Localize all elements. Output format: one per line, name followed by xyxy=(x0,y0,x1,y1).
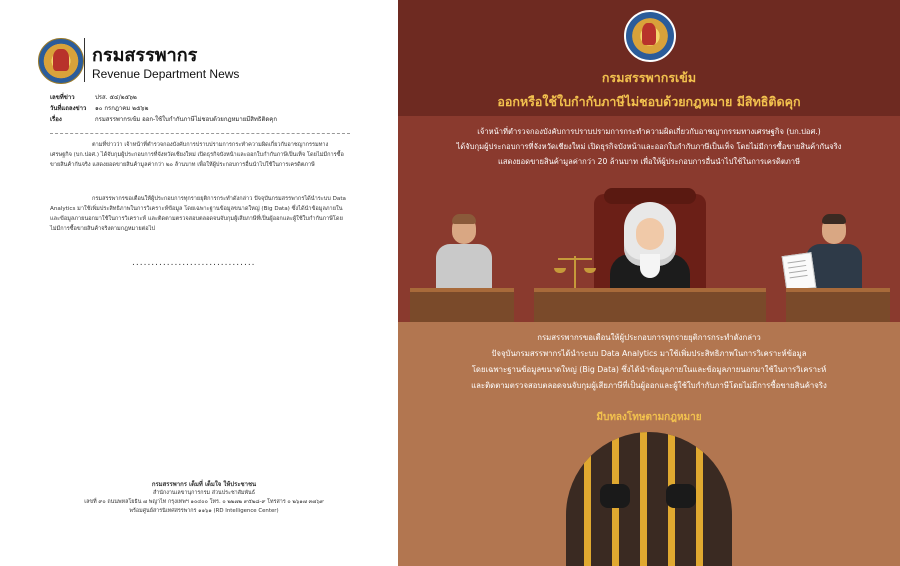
penalty-notice: มีบทลงโทษตามกฎหมาย xyxy=(596,412,702,423)
judge-jabot xyxy=(640,254,660,278)
warning-line: ปัจจุบันกรมสรรพากรได้นำระบบ Data Analytics มาใช้เพิ่มประสิทธิภาพในการวิเคราะห์ข้อมูล xyxy=(491,349,807,358)
defendant-hair xyxy=(452,214,476,224)
header-rule xyxy=(50,133,350,134)
meta-row-subject xyxy=(50,114,370,125)
judge-bench xyxy=(534,288,766,326)
brand-title-english: Revenue Department News xyxy=(92,67,240,81)
warning-message xyxy=(410,330,888,394)
document-footer xyxy=(54,480,354,516)
jail-bar xyxy=(640,432,647,566)
scales-post xyxy=(574,256,576,290)
prosecutor-desk xyxy=(786,288,890,326)
meta-value: กรมสรรพากรเข้ม ออก-ใช้ใบกำกับภาษีไม่ชอบด้วยกฎหมายมีสิทธิติดคุก xyxy=(95,116,277,123)
body-paragraph-2: กรมสรรพากรขอเตือนให้ผู้ประกอบการทุกรายยุติการกระทำดังกล่าว ปัจจุบันกรมสรรพากรได้นำระบบ Data Analytics มาใช้เพิ่มประสิทธิภาพในการวิเคราะห์ข้อมูล โดยเฉพาะฐานข้อมูลขนาดใหญ่ (Big Data) ซึ่งได้นำข้อมูลภายในและข้อมูลภายนอกมาใช้ในการวิเคราะห์ และติดตามตรวจสอบตลอดจนจับกุมผู้เสียภาษีที่เป็นผู้ออกและผู้ใช้ใบกำกับภาษีโดยไม่มีการซื้อขายสินค้าจริงตามกฎหมายต่อไป xyxy=(50,196,346,232)
footer-address: เลขที่ ๙๐ ถนนพหลโยธิน ๗ พญาไท กรุงเทพฯ ๑๐๔๐๐ โทร. ๐ ๒๒๗๒ ๙๕๒๘-๙ โทรสาร ๐ ๒๖๑๗ ๓๗๖๙ xyxy=(84,499,324,505)
description-line: เจ้าหน้าที่ตำรวจกองบังคับการปราบปรามการกระทำความผิดเกี่ยวกับอาชญากรรมทางเศรษฐกิจ (บก.ปอศ.) xyxy=(477,127,821,136)
news-meta xyxy=(50,92,370,125)
meta-row-number xyxy=(50,92,370,103)
warning-line: และติดตามตรวจสอบตลอดจนจับกุมผู้เสียภาษีที่เป็นผู้ออกและผู้ใช้ใบกำกับภาษีโดยไม่มีการซื้อขายสินค้าจริง xyxy=(471,381,827,390)
revenue-department-seal-icon xyxy=(624,10,676,62)
meta-label: เรื่อง xyxy=(50,116,62,123)
meta-row-date xyxy=(50,103,370,114)
hand-gripping-bars-icon xyxy=(666,484,696,508)
footer-slogan: กรมสรรพากร เต็มที่ เต็มใจ ให้ประชาชน xyxy=(151,481,257,488)
revenue-department-seal-icon xyxy=(38,38,84,84)
meta-value: ปรส. ๕๔/๒๕๖๒ xyxy=(95,94,137,101)
judge-face xyxy=(636,218,664,250)
headline-line-2: ออกหรือใช้ใบกำกับภาษีไม่ชอบด้วยกฎหมาย มีสิทธิติดคุก xyxy=(497,94,801,109)
footer-center: พร้อมศูนย์สารนิเทศสรรพากร ๑๑๖๑ (RD Intelligence Center) xyxy=(129,508,279,514)
courtroom-illustration xyxy=(398,188,900,322)
meta-value: ๑๐ กรกฎาคม ๒๕๖๒ xyxy=(95,105,149,112)
brand-title-thai: กรมสรรพากร xyxy=(92,45,198,66)
end-dots: ................................ xyxy=(132,258,256,268)
description-line: ได้จับกุมผู้ประกอบการที่จังหวัดเชียงใหม่ เปิดธุรกิจบังหน้าและออกใบกำกับภาษีเป็นเท็จ โดยไม่มีการซื้อขายสินค้ากันจริง xyxy=(456,142,842,151)
jail-bar xyxy=(584,432,591,566)
brand-divider xyxy=(84,38,85,82)
prosecutor-hair xyxy=(822,214,846,224)
hand-gripping-bars-icon xyxy=(600,484,630,508)
infographic xyxy=(398,0,900,566)
warning-line: กรมสรรพากรขอเตือนให้ผู้ประกอบการทุกรายยุติการกระทำดังกล่าว xyxy=(537,333,761,342)
jail-bar xyxy=(696,432,703,566)
headline-line-1: กรมสรรพากรเข้ม xyxy=(601,70,697,85)
body-paragraph-1: ตามที่ข่าวว่า เจ้าหน้าที่ตำรวจกองบังคับการปราบปรามการกระทำความผิดเกี่ยวกับอาชญากรรมทางเศรษฐกิจ (บก.ปอศ.) ได้จับกุมผู้ประกอบการที่จังหวัดเชียงใหม่ เปิดธุรกิจบังหน้าและออกใบกำกับภาษีเป็นเท็จ โดยไม่มีการซื้อขายสินค้ากันจริง แสดงยอดขายสินค้ามูลค่ากว่า ๒๐ ล้านบาท เพื่อให้ผู้ประกอบการอื่นนำไปใช้ในการเครดิตภาษี xyxy=(50,142,344,168)
meta-label: เลขที่ข่าว xyxy=(50,94,75,101)
case-description xyxy=(410,124,888,169)
document-paper-icon xyxy=(782,252,817,292)
footer-office: สำนักงานเลขานุการกรม ส่วนประชาสัมพันธ์ xyxy=(152,490,256,496)
press-release-document xyxy=(0,0,399,566)
headline xyxy=(398,64,900,116)
warning-line: โดยเฉพาะฐานข้อมูลขนาดใหญ่ (Big Data) ซึ่งได้นำข้อมูลภายในและข้อมูลภายนอกมาใช้ในการวิเคราะห์ xyxy=(471,365,827,374)
description-line: แสดงยอดขายสินค้ามูลค่ากว่า 20 ล้านบาท เพื่อให้ผู้ประกอบการอื่นนำไปใช้ในการเครดิตภาษี xyxy=(497,157,801,166)
meta-label: วันที่แถลงข่าว xyxy=(50,105,87,112)
defendant-desk xyxy=(410,288,514,326)
defendant-figure xyxy=(436,244,492,288)
